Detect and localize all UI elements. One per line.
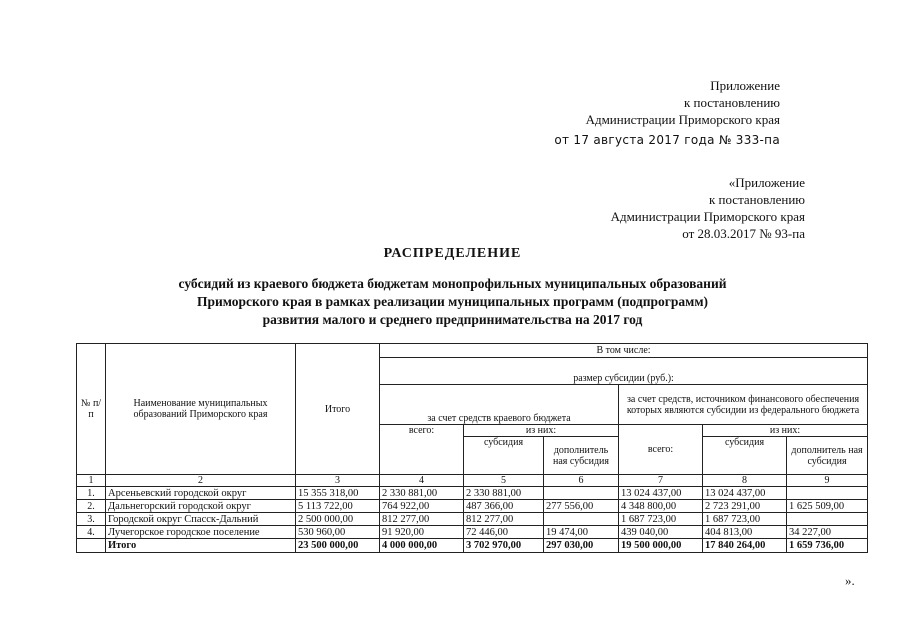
amount-federal-additional: 34 227,00 <box>787 526 868 539</box>
subsidy-table <box>76 343 868 553</box>
subtitle-line: Приморского края в рамках реализации муниципальных программ (подпрограмм) <box>196 294 709 309</box>
municipality-name: Арсеньевский городской округ <box>106 487 296 500</box>
column-number-row <box>77 475 868 487</box>
amount-regional-additional <box>544 487 619 500</box>
amount-regional-subsidy: 812 277,00 <box>464 513 544 526</box>
table-row <box>77 526 868 539</box>
header-regional-all: всего: <box>380 425 464 475</box>
appendix-line: к постановлению <box>683 95 780 110</box>
header-name: Наименование муниципальных образований Приморского края <box>106 344 296 475</box>
header-subsidy-size: размер субсидии (руб.): <box>380 358 868 385</box>
header-federal-of-them: из них: <box>703 425 868 437</box>
document-subtitle <box>0 275 905 329</box>
column-number: 9 <box>787 475 868 487</box>
amount-total: 2 500 000,00 <box>296 513 380 526</box>
amount-regional-all: 764 922,00 <box>380 500 464 513</box>
column-number: 8 <box>703 475 787 487</box>
amount-regional-all: 812 277,00 <box>380 513 464 526</box>
amount-federal-subsidy: 1 687 723,00 <box>703 513 787 526</box>
total-row <box>77 539 868 553</box>
column-number: 5 <box>464 475 544 487</box>
table-row <box>77 513 868 526</box>
column-number: 7 <box>619 475 703 487</box>
amount-federal-subsidy: 404 813,00 <box>703 526 787 539</box>
column-number: 3 <box>296 475 380 487</box>
amount-regional-subsidy: 72 446,00 <box>464 526 544 539</box>
municipality-name: Городской округ Спасск-Дальний <box>106 513 296 526</box>
amount-federal-additional: 1 659 736,00 <box>787 539 868 553</box>
amount-federal-additional <box>787 487 868 500</box>
amount-federal-all: 19 500 000,00 <box>619 539 703 553</box>
total-label: Итого <box>106 539 296 553</box>
amount-federal-all: 13 024 437,00 <box>619 487 703 500</box>
amount-regional-additional: 19 474,00 <box>544 526 619 539</box>
row-number: 1. <box>77 487 106 500</box>
appendix-line: Приложение <box>710 78 780 93</box>
closing-quote: ». <box>845 573 855 588</box>
amount-regional-all: 2 330 881,00 <box>380 487 464 500</box>
appendix-line: от 28.03.2017 № 93-па <box>682 226 805 241</box>
amount-federal-additional: 1 625 509,00 <box>787 500 868 513</box>
row-number <box>77 539 106 553</box>
handwritten-date-number: от 17 августа 2017 года № 333-па <box>554 133 780 147</box>
header-num: № п/п <box>77 344 106 475</box>
amount-regional-subsidy: 487 366,00 <box>464 500 544 513</box>
row-number: 4. <box>77 526 106 539</box>
amount-regional-subsidy: 2 330 881,00 <box>464 487 544 500</box>
column-number: 1 <box>77 475 106 487</box>
header-federal-all: всего: <box>619 425 703 475</box>
header-regional-additional: дополнитель ная субсидия <box>544 437 619 475</box>
amount-regional-additional: 297 030,00 <box>544 539 619 553</box>
amount-regional-subsidy: 3 702 970,00 <box>464 539 544 553</box>
column-number: 6 <box>544 475 619 487</box>
appendix-line: «Приложение <box>728 175 805 190</box>
previous-appendix-header <box>611 174 805 242</box>
amount-regional-additional: 277 556,00 <box>544 500 619 513</box>
amount-federal-subsidy: 13 024 437,00 <box>703 487 787 500</box>
amount-federal-subsidy: 2 723 291,00 <box>703 500 787 513</box>
appendix-line: к постановлению <box>708 192 805 207</box>
document-title: РАСПРЕДЕЛЕНИЕ <box>383 246 522 261</box>
row-number: 3. <box>77 513 106 526</box>
amount-federal-additional <box>787 513 868 526</box>
appendix-line: Администрации Приморского края <box>610 209 805 224</box>
table-row <box>77 500 868 513</box>
table-row <box>77 487 868 500</box>
column-number: 2 <box>106 475 296 487</box>
municipality-name: Дальнегорский городской округ <box>106 500 296 513</box>
appendix-header <box>554 77 780 149</box>
amount-federal-subsidy: 17 840 264,00 <box>703 539 787 553</box>
subtitle-line: развития малого и среднего предпринимательства на 2017 год <box>262 312 643 327</box>
header-federal-additional: дополнитель ная субсидия <box>787 437 868 475</box>
header-including: В том числе: <box>380 344 868 358</box>
amount-federal-all: 4 348 800,00 <box>619 500 703 513</box>
subtitle-line: субсидий из краевого бюджета бюджетам монопрофильных муниципальных образований <box>178 276 727 291</box>
amount-total: 15 355 318,00 <box>296 487 380 500</box>
amount-federal-all: 1 687 723,00 <box>619 513 703 526</box>
header-regional-of-them: из них: <box>464 425 619 437</box>
amount-regional-all: 91 920,00 <box>380 526 464 539</box>
column-number: 4 <box>380 475 464 487</box>
amount-total: 5 113 722,00 <box>296 500 380 513</box>
header-federal-budget: за счет средств, источником финансового обеспечения которых являются субсидии из федерального бюджета <box>619 385 868 425</box>
amount-total: 23 500 000,00 <box>296 539 380 553</box>
header-total: Итого <box>296 344 380 475</box>
municipality-name: Лучегорское городское поселение <box>106 526 296 539</box>
amount-regional-additional <box>544 513 619 526</box>
amount-federal-all: 439 040,00 <box>619 526 703 539</box>
row-number: 2. <box>77 500 106 513</box>
header-regional-subsidy: субсидия <box>464 437 544 475</box>
amount-regional-all: 4 000 000,00 <box>380 539 464 553</box>
amount-total: 530 960,00 <box>296 526 380 539</box>
header-federal-subsidy: субсидия <box>703 437 787 475</box>
appendix-line: Администрации Приморского края <box>585 112 780 127</box>
header-regional-budget: за счет средств краевого бюджета <box>380 385 619 425</box>
